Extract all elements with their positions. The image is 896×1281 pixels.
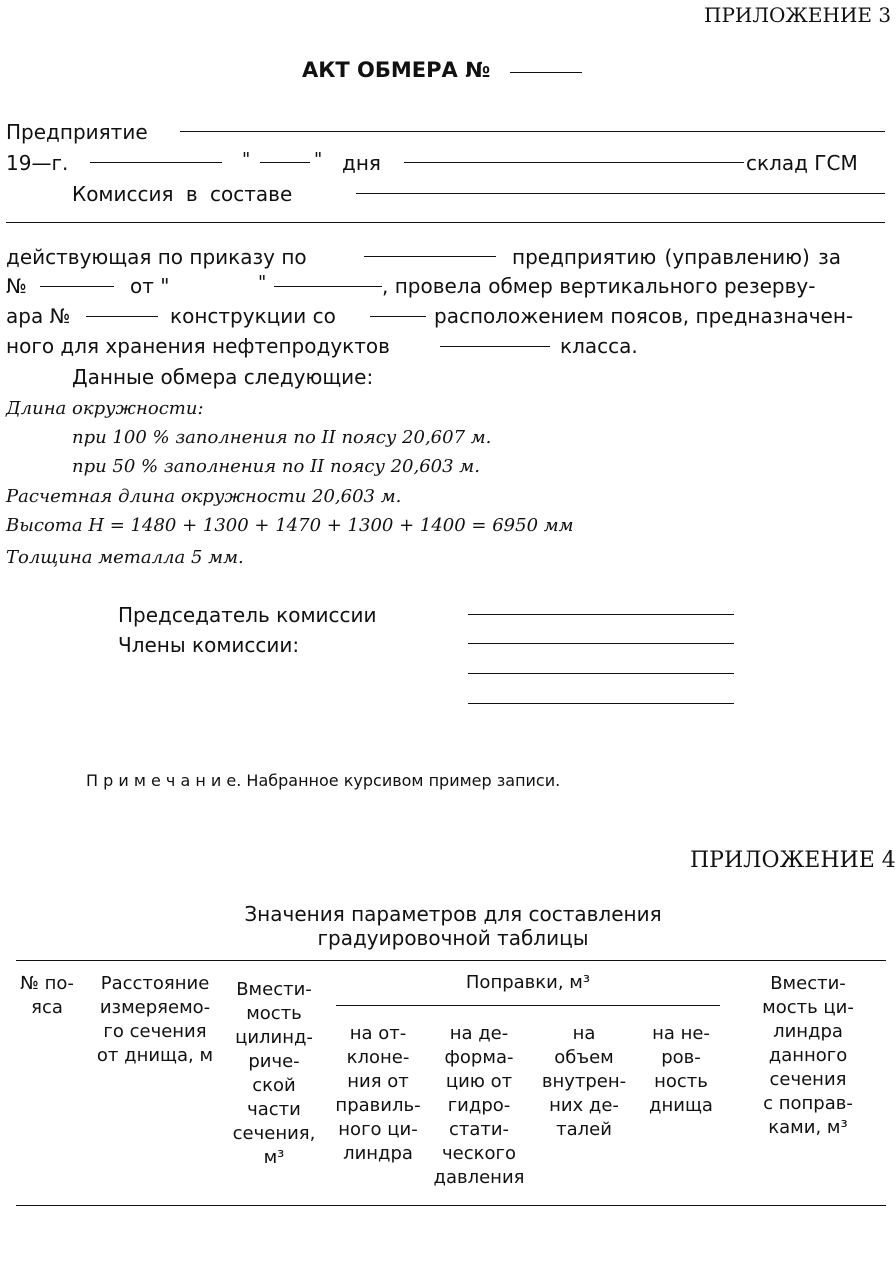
year-blank [90, 162, 222, 163]
note-word: П р и м е ч а н и е. [86, 771, 242, 790]
enterprise-label: Предприятие [6, 120, 148, 144]
paragraph-line-4-end: класса. [560, 334, 638, 358]
paragraph-line-3-rest: расположением поясов, предназначен- [434, 304, 854, 328]
chairman-signature-blank [468, 614, 734, 615]
day-label: дня [342, 151, 381, 175]
appendix-3-label: ПРИЛОЖЕНИЕ 3 [704, 3, 892, 27]
member-signature-blank-3 [468, 703, 734, 704]
col-corr-volume: на объем внутрен- них де- талей [541, 1023, 627, 1140]
chairman-label: Председатель комиссии [118, 603, 377, 627]
paragraph-line-2-from: от " [130, 274, 170, 298]
member-signature-blank-1 [468, 643, 734, 644]
note-text: Набранное курсивом пример записи. [246, 771, 561, 790]
col-capacity: Вмести- мость цилинд- риче- ской части сечения, м³ [232, 979, 316, 1168]
month-blank [404, 162, 744, 163]
order-number-blank [40, 286, 114, 287]
year-label: 19—г. [6, 151, 69, 175]
col-corr-bottom: на не- ров- ность днища [649, 1023, 713, 1116]
data-intro: Данные обмера следующие: [72, 365, 374, 389]
warehouse-label: склад ГСМ [746, 151, 858, 175]
tank-number-blank [86, 316, 158, 317]
table-top-rule [16, 960, 886, 961]
paragraph-line-4-start: ного для хранения нефтепродуктов [6, 334, 390, 358]
construction-blank [370, 316, 426, 317]
quote-open: " [242, 149, 251, 170]
italic-circumference: Длина окружности: [6, 398, 204, 419]
italic-thickness: Толщина металла 5 мм. [6, 547, 244, 568]
paragraph-line-1b: предприятию (управлению) за [512, 245, 842, 269]
note [86, 771, 560, 790]
commission-label: Комиссия в составе [72, 182, 293, 206]
italic-fill-50: при 50 % заполнения по II поясу 20,603 м. [72, 456, 480, 477]
appendix-4-label: ПРИЛОЖЕНИЕ 4 [690, 848, 896, 873]
paragraph-line-3-start: ара № [6, 304, 71, 328]
italic-calc-length: Расчетная длина окружности 20,603 м. [6, 486, 402, 507]
paragraph-line-2-rest: , провела обмер вертикального резерву- [382, 274, 816, 298]
col-corrections-header: Поправки, м³ [465, 972, 591, 993]
col-distance: Расстояние измеряемо- го сечения от днища, м [96, 973, 214, 1066]
col-capacity-corrected: Вмести- мость ци- линдра данного сечения с поправ- ками, м³ [762, 973, 854, 1138]
quote-close-2: " [258, 272, 267, 293]
commission-blank-2 [6, 222, 885, 223]
col-corr-deviation: на от- клоне- ния от правиль- ного ци- линдра [335, 1023, 421, 1164]
col-belt-number: № по- яса [20, 973, 74, 1018]
order-date-blank [274, 286, 382, 287]
paragraph-line-1a: действующая по приказу по [6, 245, 307, 269]
date-blank [260, 162, 310, 163]
member-signature-blank-2 [468, 673, 734, 674]
act-number-blank [510, 72, 582, 73]
order-blank [364, 256, 496, 257]
corrections-rule [336, 1005, 720, 1006]
paragraph-line-2-num: № [6, 274, 27, 298]
quote-close: " [314, 149, 323, 170]
class-blank [440, 346, 550, 347]
table-bottom-rule [16, 1205, 886, 1206]
italic-height: Высота H = 1480 + 1300 + 1470 + 1300 + 1400 = 6950 мм [6, 515, 574, 536]
act-title: АКТ ОБМЕРА № [302, 58, 491, 82]
commission-blank [356, 193, 885, 194]
enterprise-blank [180, 131, 885, 132]
col-corr-deformation: на де- форма- цию от гидро- стати- ческого давления [433, 1023, 525, 1188]
table-title-line-2: градуировочной таблицы [317, 926, 589, 950]
members-label: Члены комиссии: [118, 633, 300, 657]
italic-fill-100: при 100 % заполнения по II поясу 20,607 м. [72, 427, 492, 448]
table-title-line-1: Значения параметров для составления [244, 902, 662, 926]
paragraph-line-3-construct: конструкции со [170, 304, 336, 328]
